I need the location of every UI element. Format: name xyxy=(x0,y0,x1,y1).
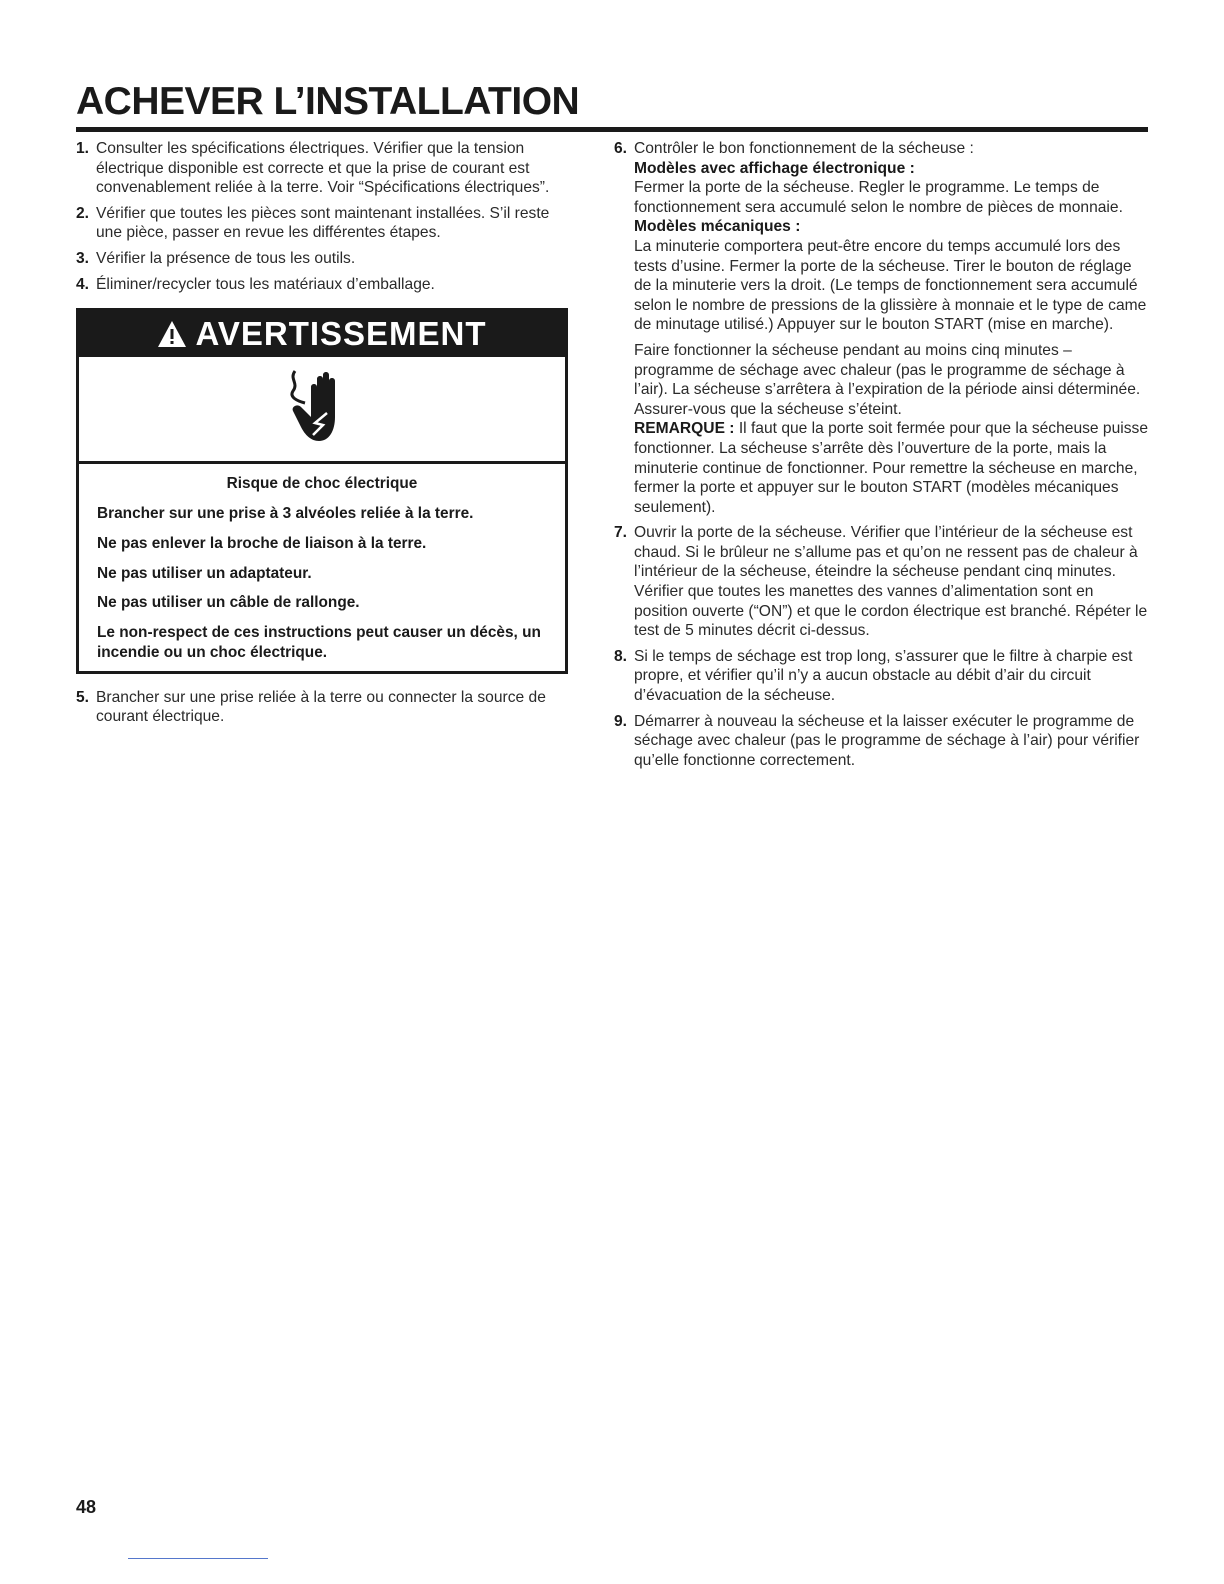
step-text: Si le temps de séchage est trop long, s’assurer que le filtre à charpie est propre, et vérifier qu’il n’y a aucun obstacle au débit d’air du circuit d’évacuation de la sécheuse. xyxy=(634,647,1133,705)
step-number: 5. xyxy=(76,688,90,706)
step-number: 3. xyxy=(76,249,90,267)
warning-text xyxy=(79,464,565,671)
warning-line: Le non-respect de ces instructions peut causer un décès, un incendie ou un choc électrique. xyxy=(97,624,541,661)
step-6 xyxy=(614,139,1150,517)
subheading-mechanical: Modèles mécaniques : xyxy=(634,218,801,236)
step-text: Éliminer/recycler tous les matériaux d’emballage. xyxy=(96,275,435,293)
step-text: Démarrer à nouveau la sécheuse et la laisser exécuter le programme de séchage avec chaleur (pas le programme de séchage à l’air) pour vérifier qu’elle fonctionne correctement. xyxy=(634,712,1140,769)
step-5 xyxy=(76,688,572,727)
warning-line: Ne pas utiliser un adaptateur. xyxy=(97,564,312,582)
right-column xyxy=(614,139,1150,776)
remark-text: Il faut que la porte soit fermée pour que la sécheuse puisse fonctionner. La sécheuse s’arrête dès l’ouverture de la porte, mais la minuterie continue de fonctionner. Pour remettre la sécheuse en marche, fermer la porte et appuyer sur le bouton START (modèles mécaniques seulement). xyxy=(634,420,1148,516)
step-7 xyxy=(614,523,1150,641)
footer-divider xyxy=(128,1558,268,1559)
warning-risk: Risque de choc électrique xyxy=(226,475,418,493)
step-text: Contrôler le bon fonctionnement de la sécheuse : xyxy=(634,140,974,157)
page-title: ACHEVER L’INSTALLATION xyxy=(76,80,580,123)
step-4 xyxy=(76,275,572,295)
warning-line: Ne pas enlever la broche de liaison à la terre. xyxy=(97,534,427,552)
step-text: Brancher sur une prise reliée à la terre ou connecter la source de courant électrique. xyxy=(96,688,546,726)
step-text: Vérifier la présence de tous les outils. xyxy=(96,249,356,267)
step-text: Ouvrir la porte de la sécheuse. Vérifier que l’intérieur de la sécheuse est chaud. Si le brûleur ne s’allume pas et qu’on ne ressent pas de chaleur à l’intérieur de la sécheuse, éteindre la sécheuse pendant cinq minutes. Vérifier que toutes les manettes des vannes d’alimentation sont en position ouverte (“ON”) et que le cordon électrique est branché. Répéter le test de 5 minutes décrit ci-dessus. xyxy=(634,524,1148,640)
step-9 xyxy=(614,712,1150,771)
step-2 xyxy=(76,204,572,243)
step-text: Consulter les spécifications électriques. Vérifier que la tension électrique disponible est correcte et que la prise de courant est convenablement reliée à la terre. Voir “Spécifications électriques”. xyxy=(96,140,550,197)
title-rule xyxy=(76,127,1148,132)
warning-box xyxy=(76,308,568,674)
warning-title: AVERTISSEMENT xyxy=(195,315,487,353)
step-number: 8. xyxy=(614,647,628,665)
step-1 xyxy=(76,139,572,198)
electric-shock-hand-icon xyxy=(287,361,357,457)
warning-header xyxy=(79,311,565,357)
paragraph-mechanical: La minuterie comportera peut-être encore du temps accumulé lors des tests d’usine. Fermer la porte de la sécheuse. Tirer le bouton de réglage de la minuterie vers la droit. (Le temps de fonctionnement sera accumulé selon le nombre de pressions de la glissière à monnaie et le type de came de minutage utilisé.) Appuyer sur le bouton START (mise en marche). xyxy=(634,237,1147,334)
warning-line: Ne pas utiliser un câble de rallonge. xyxy=(97,594,360,612)
step-number: 9. xyxy=(614,712,628,730)
step-text: Vérifier que toutes les pièces sont maintenant installées. S’il reste une pièce, passer en revue les différentes étapes. xyxy=(96,204,550,242)
step-number: 2. xyxy=(76,204,90,222)
step-number: 6. xyxy=(614,140,628,157)
subheading-electronic: Modèles avec affichage électronique : xyxy=(634,159,915,177)
step-3 xyxy=(76,249,572,269)
warning-line: Brancher sur une prise à 3 alvéoles reliée à la terre. xyxy=(97,504,474,522)
remark-label: REMARQUE : xyxy=(634,420,735,438)
remark xyxy=(634,419,1150,517)
warning-triangle-icon xyxy=(157,320,187,348)
step-8 xyxy=(614,647,1150,706)
paragraph-run-test: Faire fonctionner la sécheuse pendant au moins cinq minutes – programme de séchage avec chaleur (pas le programme de séchage à l’air). La sécheuse s’arrêtera à l’expiration de la période ainsi déterminée. Assurer-vous que la sécheuse s’éteint. xyxy=(634,341,1141,418)
paragraph-electronic: Fermer la porte de la sécheuse. Regler le programme. Le temps de fonctionnement sera accumulé selon le nombre de pièces de monnaie. xyxy=(634,179,1123,216)
step-number: 7. xyxy=(614,524,628,542)
left-column xyxy=(76,139,572,733)
step-number: 4. xyxy=(76,275,90,293)
step-number: 1. xyxy=(76,140,90,157)
page-number: 48 xyxy=(76,1497,97,1517)
